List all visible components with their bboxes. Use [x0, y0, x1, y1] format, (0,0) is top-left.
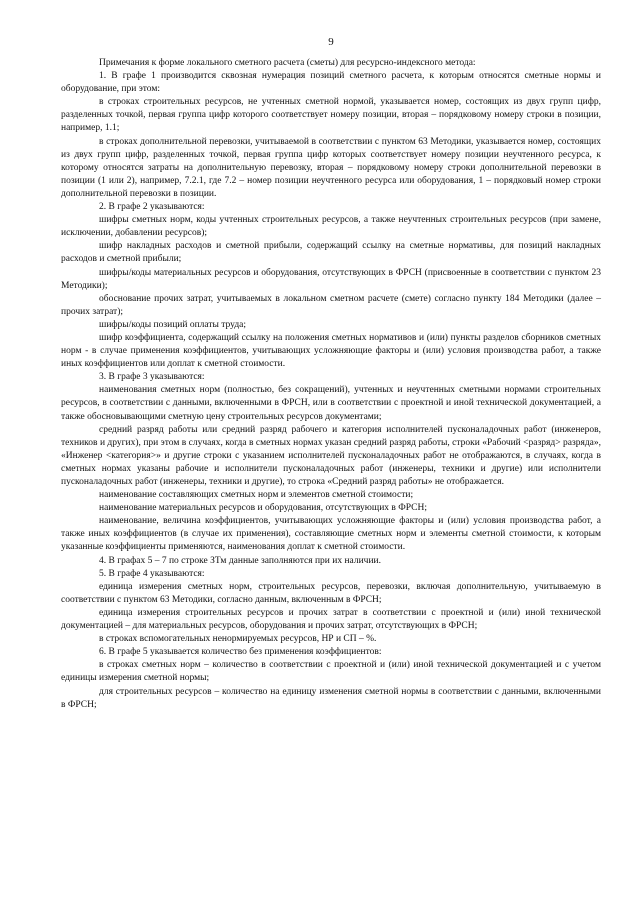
- paragraph: единица измерения сметных норм, строительных ресурсов, перевозки, включая дополнительную, учитываемую в соответствии с пунктом 63 Методики, согласно данным, включенным в ФРСН;: [61, 581, 601, 605]
- paragraph: шифр коэффициента, содержащий ссылку на положения сметных нормативов и (или) пункты разделов сборников сметных норм - в случае применения коэффициентов, учитывающих усложняющие факторы и (или) условия производства работ, а также иных коэффициентов или доплат к сметной стоимости.: [61, 332, 601, 370]
- page-number: 9: [328, 36, 334, 48]
- paragraph: наименование материальных ресурсов и оборудования, отсутствующих в ФРСН;: [99, 503, 428, 514]
- notes-title: Примечания к форме локального сметного расчета (сметы) для ресурсно-индексного метода:: [99, 58, 476, 68]
- paragraph: шифры/коды позиций оплаты труда;: [99, 319, 247, 330]
- paragraph: для строительных ресурсов – количество на единицу изменения сметной нормы в соответствии с данными, включенными в ФРСН;: [61, 686, 601, 710]
- paragraph: 6. В графе 5 указывается количество без применения коэффициентов:: [99, 647, 382, 658]
- paragraph: шифр накладных расходов и сметной прибыли, содержащий ссылку на сметные нормативы, для позиций накладных расходов и сметной прибыли;: [61, 241, 601, 265]
- paragraph: 1. В графе 1 производится сквозная нумерация позиций сметного расчета, к которым относятся сметные нормы и оборудование, при этом:: [61, 71, 601, 95]
- paragraph: наименование составляющих сметных норм и элементов сметной стоимости;: [99, 490, 414, 501]
- paragraph: 4. В графах 5 – 7 по строке ЗТм данные заполняются при их наличии.: [99, 555, 381, 566]
- paragraph: единица измерения строительных ресурсов и прочих затрат в соответствии с проектной и (или) иной технической документацией – для материальных ресурсов, оборудования и прочих затрат, отсутствующих в ФРСН;: [61, 607, 601, 632]
- paragraph: 3. В графе 3 указываются:: [99, 372, 205, 383]
- paragraph: обоснование прочих затрат, учитываемых в локальном сметном расчете (смете) согласно пункту 184 Методики (далее – прочих затрат);: [61, 293, 601, 317]
- paragraph: 2. В графе 2 указываются:: [99, 202, 205, 213]
- paragraph: в строках вспомогательных ненормируемых ресурсов, НР и СП – %.: [99, 634, 377, 645]
- paragraph: в строках строительных ресурсов, не учтенных сметной нормой, указывается номер, состоящих из двух групп цифр, разделенных точкой, первая группа цифр которого соответствует номеру позиции, вторая – порядковому номеру строки в позиции, например, 1.1;: [61, 97, 601, 134]
- paragraph: шифры сметных норм, коды учтенных строительных ресурсов, а также неучтенных строительных ресурсов (при замене, исключении, добавлении ресурсов);: [61, 215, 601, 239]
- paragraph: 5. В графе 4 указываются:: [99, 568, 205, 579]
- paragraph: наименования сметных норм (полностью, без сокращений), учтенных и неучтенных сметными нормами строительных ресурсов, в соответствии с данными, включенными в ФРСН, или в соответствии с проектной и иной технической документацией, а также обосновывающими сметную цену строительных ресурсов документами;: [61, 385, 601, 422]
- document-body: [61, 57, 601, 712]
- paragraph: средний разряд работы или средний разряд рабочего и категория исполнителей пусконаладочных работ (инженеров, техников и других), при этом в случаях, когда в сметных нормах указан средний разряд работы, строки «Рабочий <разряд> разряда», «Инженер <категория>» и другие строки с указанием исполнителей пусконаладочных работ не отображаются, в случаях, когда в сметных нормах указаны рабочие и исполнители пусконаладочных работ (инженеры, техники и другие) или исполнители пусконаладочных работ (инженеры, техники и другие), то строка «Средний разряд работы» не отображается.: [61, 424, 601, 487]
- paragraph: наименование, величина коэффициентов, учитывающих усложняющие факторы и (или) условия производства работ, а также иных коэффициентов (в случае их применения), составляющие сметных норм и элементы сметной стоимости, к которым указанные коэффициенты применяются, наименования доплат к сметной стоимости.: [61, 516, 601, 553]
- paragraph: в строках сметных норм – количество в соответствии с проектной и (или) иной технической документацией и с учетом единицы измерения сметной нормы;: [61, 660, 601, 684]
- paragraph: шифры/коды материальных ресурсов и оборудования, отсутствующих в ФРСН (присвоенные в соответствии с пунктом 23 Методики);: [61, 267, 601, 291]
- paragraph: в строках дополнительной перевозки, учитываемой в соответствии с пунктом 63 Методики, указывается номер, состоящих из двух групп цифр, разделенных точкой, первая группа цифр которых соответствует номеру позиции неучтенного ресурса, к которому относятся затраты на дополнительную перевозку, вторая – порядковому номеру строки дополнительной перевозки в позиции (1 или 2), например, 7.2.1, где 7.2 – номер позиции неучтенного ресурса или оборудования, 1 – порядковый номер строки дополнительной перевозки в позиции.: [61, 136, 601, 199]
